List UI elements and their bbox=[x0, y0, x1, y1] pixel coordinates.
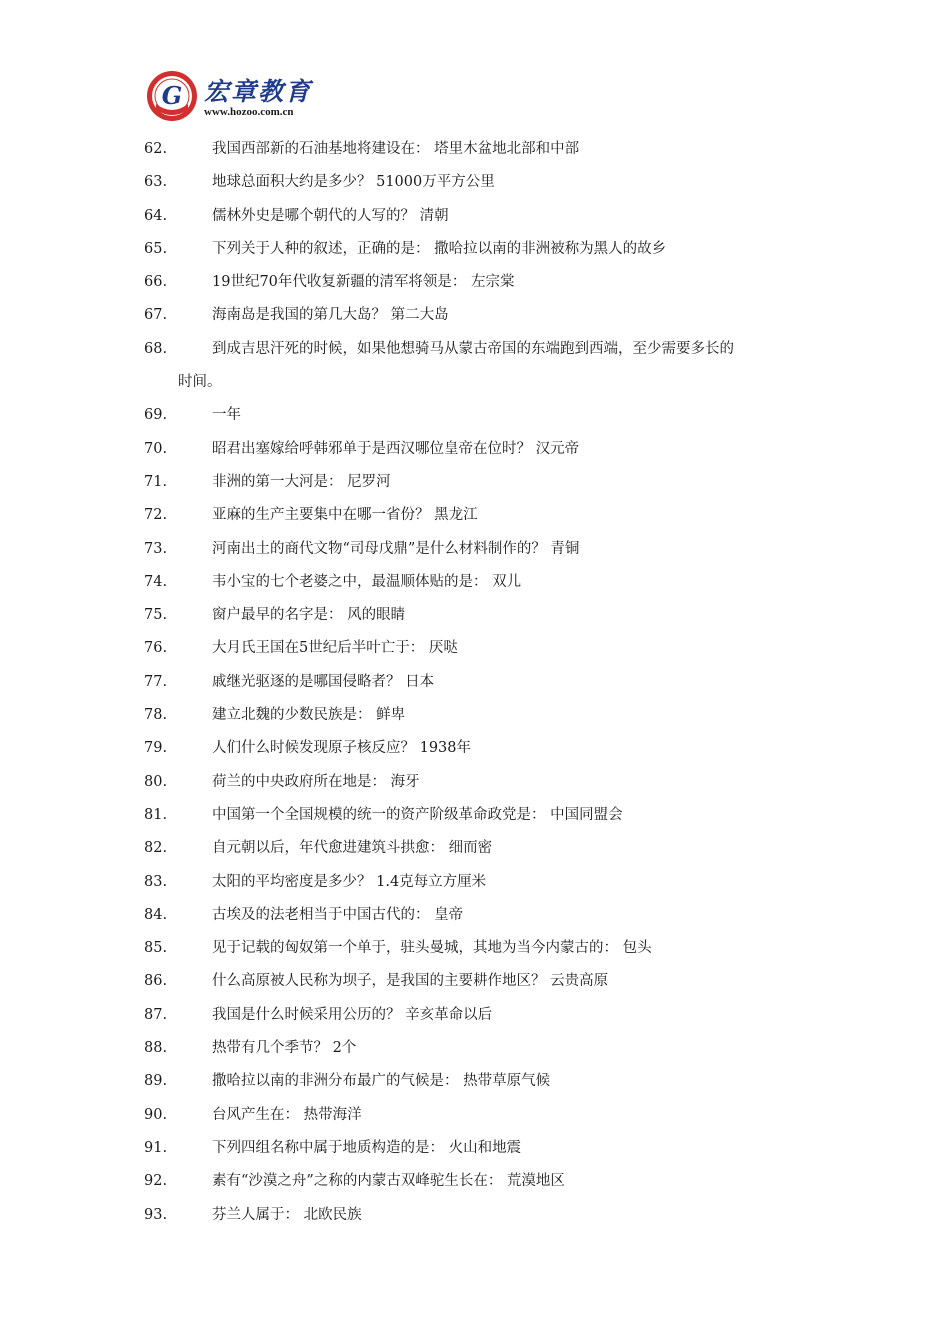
item-number: 87. bbox=[144, 1006, 168, 1023]
list-item bbox=[144, 666, 824, 699]
hozoo-seal-logo-icon bbox=[146, 70, 198, 122]
item-text: 儒林外史是哪个朝代的人写的？ 清朝 bbox=[212, 207, 449, 224]
item-number: 85. bbox=[144, 940, 168, 957]
list-item bbox=[144, 766, 824, 799]
list-item bbox=[144, 1199, 824, 1232]
item-number: 66. bbox=[144, 274, 168, 291]
item-text: 亚麻的生产主要集中在哪一省份？ 黑龙江 bbox=[212, 507, 478, 524]
list-item bbox=[144, 166, 824, 199]
item-text: 窗户最早的名字是： 风的眼睛 bbox=[212, 607, 406, 624]
item-text: 韦小宝的七个老婆之中，最温顺体贴的是： 双儿 bbox=[212, 573, 522, 590]
item-text: 地球总面积大约是多少？ 51000万平方公里 bbox=[212, 174, 495, 191]
list-item bbox=[144, 932, 824, 965]
list-item bbox=[144, 832, 824, 865]
item-text: 我国西部新的石油基地将建设在： 塔里木盆地北部和中部 bbox=[212, 141, 580, 157]
item-text: 河南出土的商代文物“司母戊鼎”是什么材料制作的？ 青铜 bbox=[212, 540, 580, 557]
item-text: 昭君出塞嫁给呼韩邪单于是西汉哪位皇帝在位时？ 汉元帝 bbox=[212, 440, 580, 457]
brand-url[interactable]: www.hozoo.com.cn bbox=[204, 106, 294, 118]
list-item bbox=[144, 999, 824, 1032]
item-text: 一年 bbox=[212, 407, 241, 424]
item-number: 74. bbox=[144, 573, 168, 590]
list-item bbox=[144, 200, 824, 233]
item-number: 69. bbox=[144, 407, 168, 424]
item-text: 热带有几个季节？ 2个 bbox=[212, 1040, 357, 1057]
item-number: 83. bbox=[144, 873, 168, 890]
item-text: 戚继光驱逐的是哪国侵略者？ 日本 bbox=[212, 673, 435, 690]
list-item bbox=[144, 433, 824, 466]
list-item bbox=[144, 499, 824, 532]
item-number: 71. bbox=[144, 473, 168, 490]
item-text: 中国第一个全国规模的统一的资产阶级革命政党是： 中国同盟会 bbox=[212, 806, 623, 823]
list-item bbox=[144, 699, 824, 732]
item-text: 非洲的第一大河是： 尼罗河 bbox=[212, 473, 391, 490]
list-item bbox=[144, 333, 824, 400]
seal-letter: G bbox=[161, 81, 183, 110]
item-number: 76. bbox=[144, 640, 168, 657]
item-number: 63. bbox=[144, 174, 168, 191]
item-text: 下列四组名称中属于地质构造的是： 火山和地震 bbox=[212, 1139, 522, 1156]
item-number: 93. bbox=[144, 1206, 168, 1223]
brand-name: 宏章教育 bbox=[204, 77, 313, 106]
item-number: 86. bbox=[144, 973, 168, 990]
item-text: 建立北魏的少数民族是： 鲜卑 bbox=[212, 707, 406, 724]
item-number: 91. bbox=[144, 1139, 168, 1156]
item-text-continuation: 时间。 bbox=[178, 374, 222, 391]
item-text: 到成吉思汗死的时候，如果他想骑马从蒙古帝国的东端跑到西端，至少需要多长的 bbox=[212, 340, 734, 357]
item-number: 81. bbox=[144, 806, 168, 823]
item-number: 64. bbox=[144, 207, 168, 224]
item-number: 88. bbox=[144, 1040, 168, 1057]
list-item bbox=[144, 899, 824, 932]
list-item bbox=[144, 233, 824, 266]
item-text: 下列关于人种的叙述，正确的是： 撒哈拉以南的非洲被称为黑人的故乡 bbox=[212, 240, 667, 257]
list-item bbox=[144, 1165, 824, 1198]
list-item bbox=[144, 299, 824, 332]
list-item bbox=[144, 266, 824, 299]
item-number: 67. bbox=[144, 307, 168, 324]
list-item bbox=[144, 1132, 824, 1165]
item-text: 撒哈拉以南的非洲分布最广的气候是： 热带草原气候 bbox=[212, 1073, 551, 1090]
list-item bbox=[144, 799, 824, 832]
item-text: 荷兰的中央政府所在地是： 海牙 bbox=[212, 773, 420, 790]
item-number: 70. bbox=[144, 440, 168, 457]
item-number: 89. bbox=[144, 1073, 168, 1090]
item-text: 古埃及的法老相当于中国古代的： 皇帝 bbox=[212, 906, 464, 923]
list-item bbox=[144, 866, 824, 899]
list-item bbox=[144, 632, 824, 665]
item-number: 90. bbox=[144, 1106, 168, 1123]
list-item bbox=[144, 599, 824, 632]
item-number: 62. bbox=[144, 141, 168, 157]
item-text: 见于记载的匈奴第一个单于，驻头曼城，其地为当今内蒙古的： 包头 bbox=[212, 940, 652, 957]
list-item bbox=[144, 1099, 824, 1132]
item-number: 77. bbox=[144, 673, 168, 690]
item-text: 人们什么时候发现原子核反应？ 1938年 bbox=[212, 740, 472, 757]
item-number: 68. bbox=[144, 340, 168, 357]
item-text: 大月氏王国在5世纪后半叶亡于： 厌哒 bbox=[212, 640, 458, 657]
item-number: 92. bbox=[144, 1173, 168, 1190]
item-number: 79. bbox=[144, 740, 168, 757]
item-number: 73. bbox=[144, 540, 168, 557]
item-text: 太阳的平均密度是多少？ 1.4克每立方厘米 bbox=[212, 873, 487, 890]
item-text: 芬兰人属于： 北欧民族 bbox=[212, 1206, 362, 1223]
list-item bbox=[144, 533, 824, 566]
list-item bbox=[144, 466, 824, 499]
item-number: 80. bbox=[144, 773, 168, 790]
page-header bbox=[146, 66, 346, 126]
item-text: 素有“沙漠之舟”之称的内蒙古双峰驼生长在： 荒漠地区 bbox=[212, 1173, 565, 1190]
item-text: 什么高原被人民称为坝子，是我国的主要耕作地区？ 云贵高原 bbox=[212, 973, 609, 990]
item-text: 19世纪70年代收复新疆的清军将领是： 左宗棠 bbox=[212, 274, 515, 291]
list-item bbox=[144, 732, 824, 765]
question-list bbox=[144, 133, 824, 1232]
list-item bbox=[144, 1032, 824, 1065]
item-number: 84. bbox=[144, 906, 168, 923]
list-item bbox=[144, 133, 824, 166]
item-number: 72. bbox=[144, 507, 168, 524]
list-item bbox=[144, 566, 824, 599]
list-item bbox=[144, 399, 824, 432]
item-number: 78. bbox=[144, 707, 168, 724]
item-text: 自元朝以后，年代愈进建筑斗拱愈： 细而密 bbox=[212, 840, 493, 857]
list-item bbox=[144, 965, 824, 998]
item-text: 我国是什么时候采用公历的？ 辛亥革命以后 bbox=[212, 1006, 493, 1023]
item-number: 82. bbox=[144, 840, 168, 857]
item-number: 75. bbox=[144, 607, 168, 624]
item-text: 海南岛是我国的第几大岛？ 第二大岛 bbox=[212, 307, 449, 324]
item-number: 65. bbox=[144, 240, 168, 257]
item-text: 台风产生在： 热带海洋 bbox=[212, 1106, 362, 1123]
list-item bbox=[144, 1065, 824, 1098]
